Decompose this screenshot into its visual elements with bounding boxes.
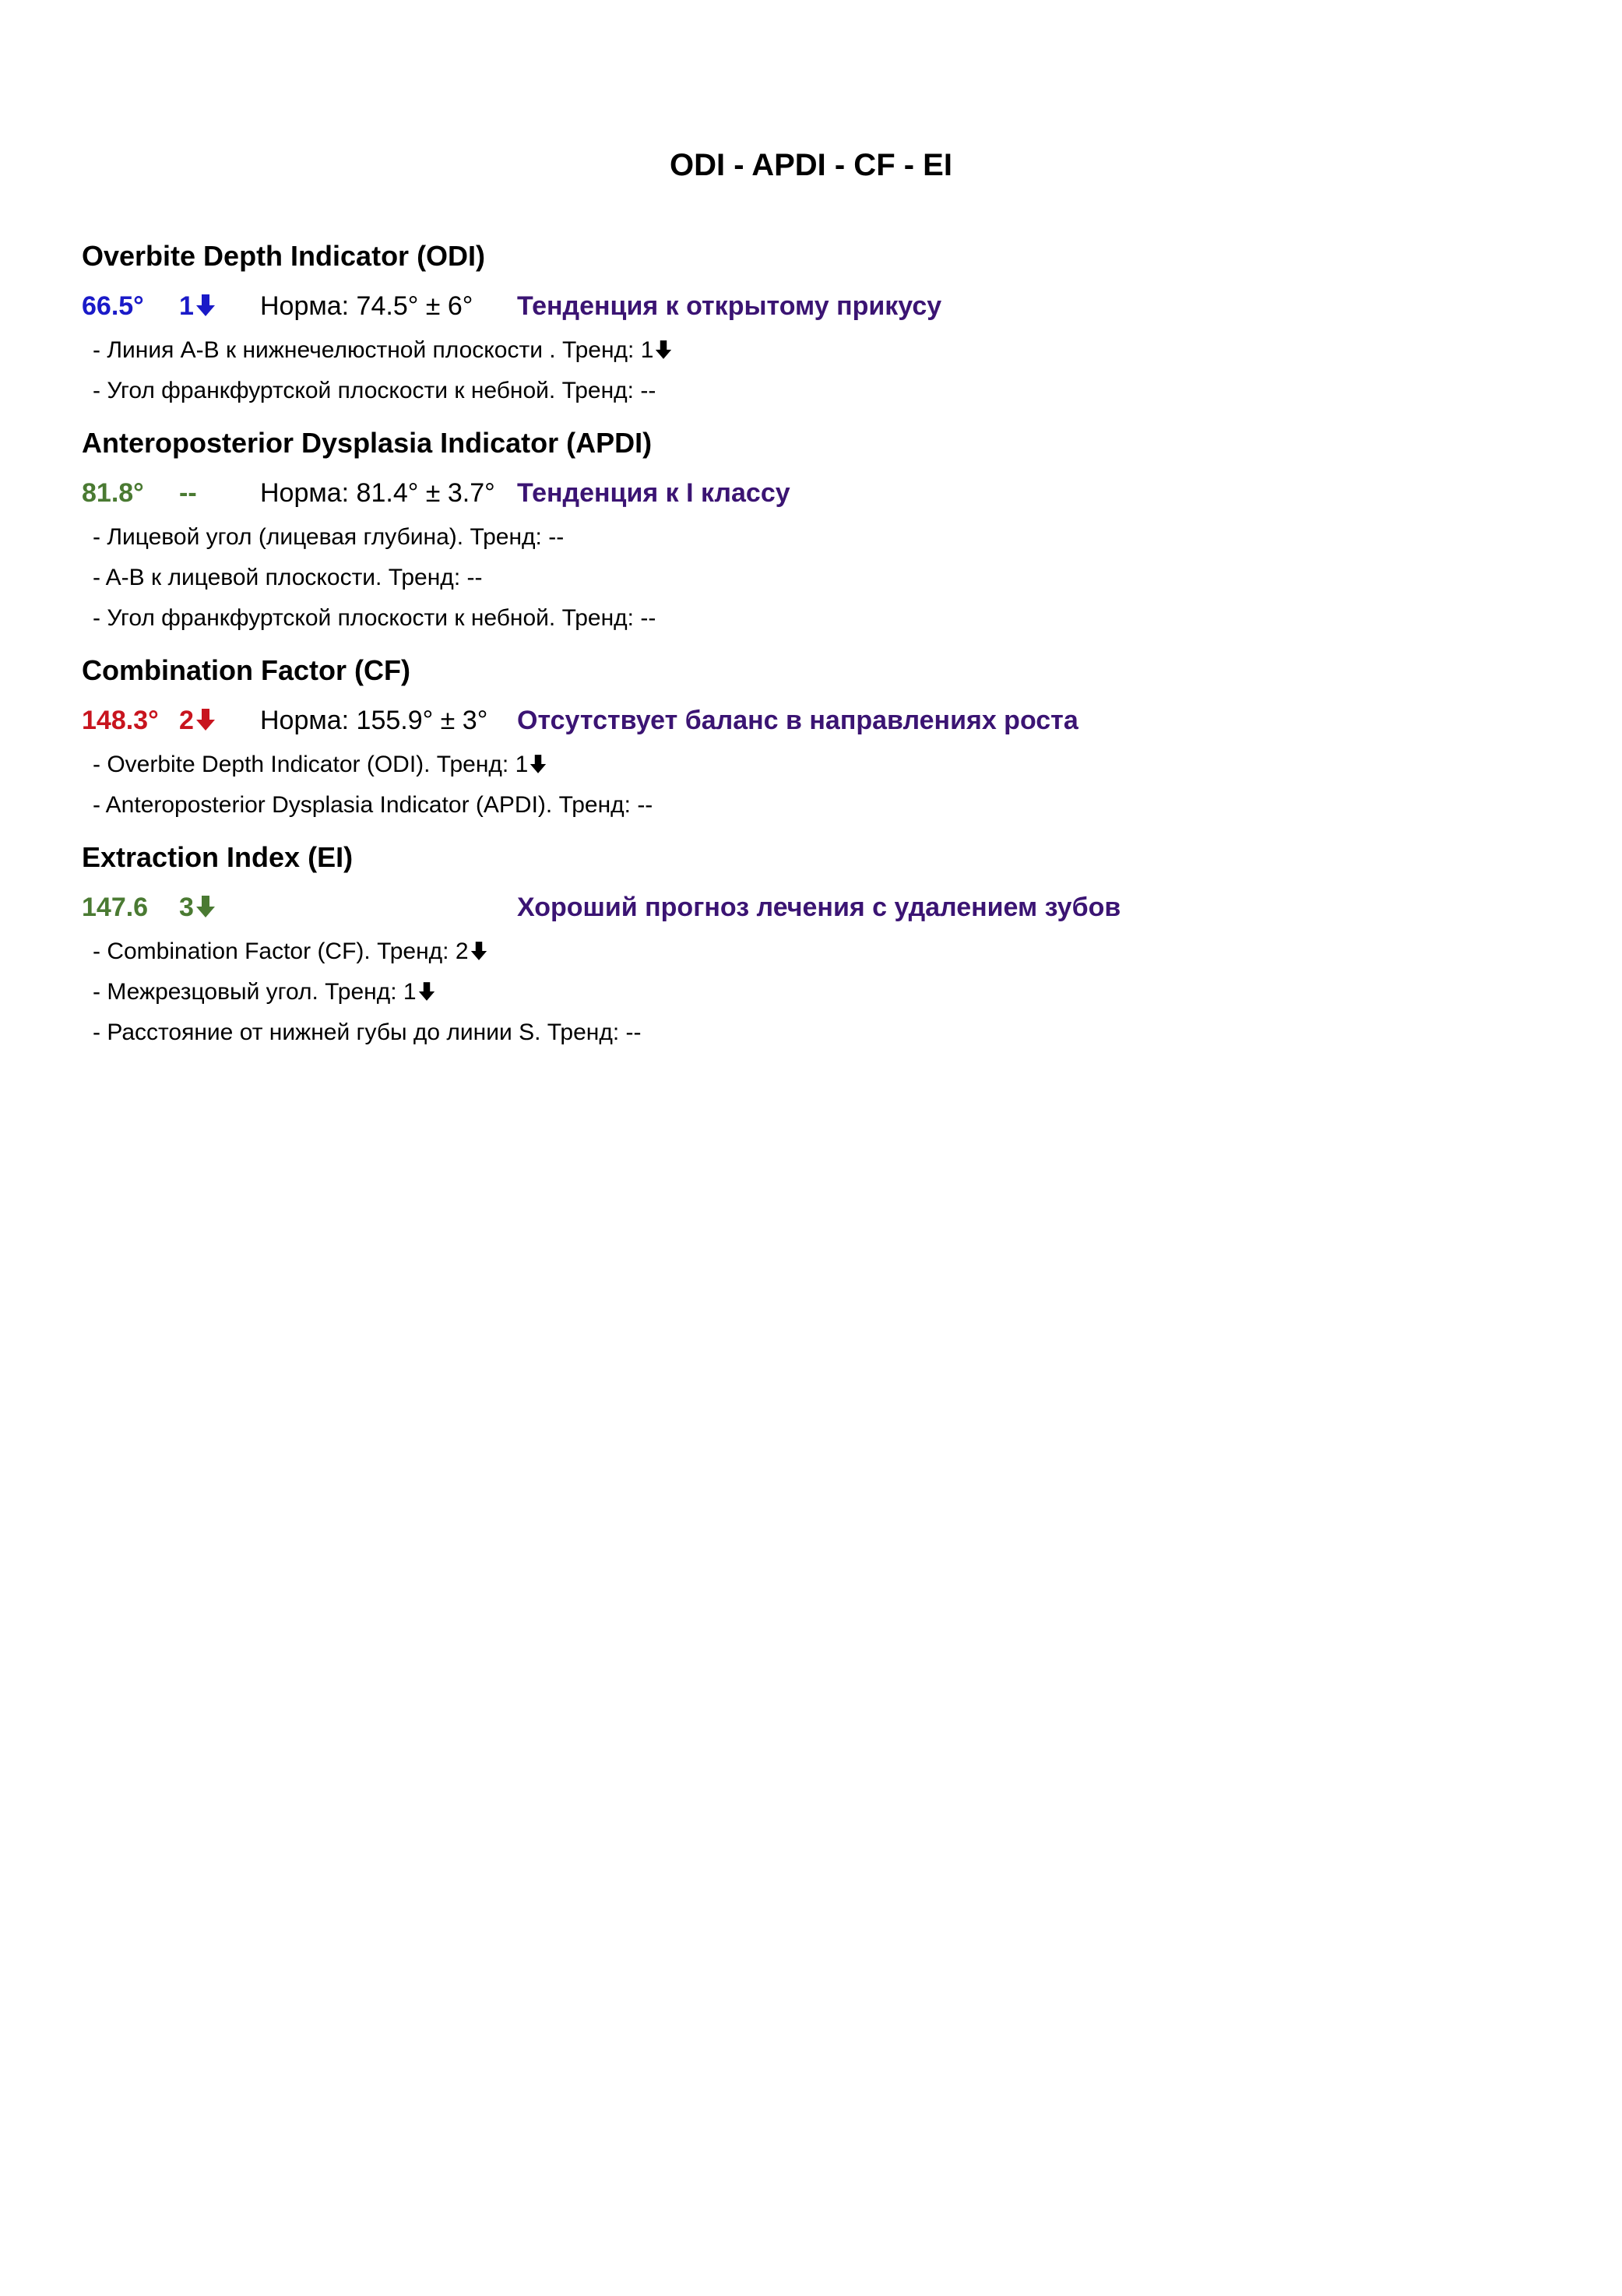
norm-range: Норма: 81.4° ± 3.7° [260, 478, 495, 508]
indicator-row [82, 469, 1561, 517]
component-item [82, 1012, 1561, 1053]
arrow-down-icon [653, 337, 672, 363]
trend-score-text: -- [179, 478, 197, 508]
component-item [82, 330, 1561, 371]
indicator-row [82, 696, 1561, 745]
component-text: - Combination Factor (CF). Тренд: 2 [93, 938, 469, 964]
component-list [82, 517, 1561, 639]
trend-score [179, 469, 197, 517]
section-ei [82, 839, 1561, 1053]
section-odi [82, 238, 1561, 411]
component-item [82, 785, 1561, 826]
arrow-down-icon [194, 706, 216, 735]
indicator-row [82, 282, 1561, 330]
component-text: - A-B к лицевой плоскости. Тренд: -- [93, 565, 483, 590]
arrow-down-icon [417, 979, 435, 1005]
trend-score-text: 1 [179, 291, 194, 321]
trend-score [179, 282, 216, 330]
component-item [82, 745, 1561, 785]
conclusion: Отсутствует баланс в направлениях роста [517, 706, 1078, 735]
arrow-down-icon [528, 752, 547, 777]
trend-score [179, 696, 216, 745]
component-item [82, 517, 1561, 558]
norm-range: Норма: 74.5° ± 6° [260, 291, 473, 321]
arrow-down-icon [469, 938, 487, 964]
norm-range: Норма: 155.9° ± 3° [260, 706, 488, 735]
component-list [82, 745, 1561, 826]
arrow-down-icon [194, 893, 216, 922]
component-text: - Anteroposterior Dysplasia Indicator (APDI). Тренд: -- [93, 792, 653, 818]
conclusion: Хороший прогноз лечения с удалением зубов [517, 893, 1121, 922]
component-item [82, 371, 1561, 411]
component-item [82, 558, 1561, 598]
trend-score-text: 3 [179, 893, 194, 922]
component-text: - Расстояние от нижней губы до линии S. Тренд: -- [93, 1019, 642, 1045]
indicator-value: 147.6 [82, 893, 149, 922]
indicator-value: 81.8° [82, 478, 144, 508]
section-title: Overbite Depth Indicator (ODI) [82, 240, 486, 272]
component-text: - Угол франкфуртской плоскости к небной. Тренд: -- [93, 605, 656, 631]
component-text: - Линия A-B к нижнечелюстной плоскости . Тренд: 1 [93, 337, 654, 363]
component-item [82, 972, 1561, 1012]
component-list [82, 330, 1561, 411]
component-text: - Межрезцовый угол. Тренд: 1 [93, 979, 417, 1005]
component-text: - Угол франкфуртской плоскости к небной. Тренд: -- [93, 378, 656, 403]
conclusion: Тенденция к открытому прикусу [517, 291, 942, 321]
trend-score-text: 2 [179, 706, 194, 735]
trend-score [179, 883, 216, 931]
indicator-value: 148.3° [82, 706, 159, 735]
component-list [82, 931, 1561, 1053]
section-cf [82, 652, 1561, 826]
component-item [82, 931, 1561, 972]
section-title: Extraction Index (EI) [82, 841, 354, 873]
conclusion: Тенденция к I классу [517, 478, 790, 508]
page-title: ODI - APDI - CF - EI [670, 148, 952, 182]
section-title: Combination Factor (CF) [82, 654, 410, 686]
section-title: Anteroposterior Dysplasia Indicator (APDI) [82, 427, 653, 459]
component-item [82, 598, 1561, 639]
component-text: - Overbite Depth Indicator (ODI). Тренд: 1 [93, 752, 529, 777]
indicator-row [82, 883, 1561, 931]
component-text: - Лицевой угол (лицевая глубина). Тренд: -- [93, 524, 565, 550]
section-apdi [82, 424, 1561, 639]
arrow-down-icon [194, 291, 216, 321]
indicator-value: 66.5° [82, 291, 144, 321]
